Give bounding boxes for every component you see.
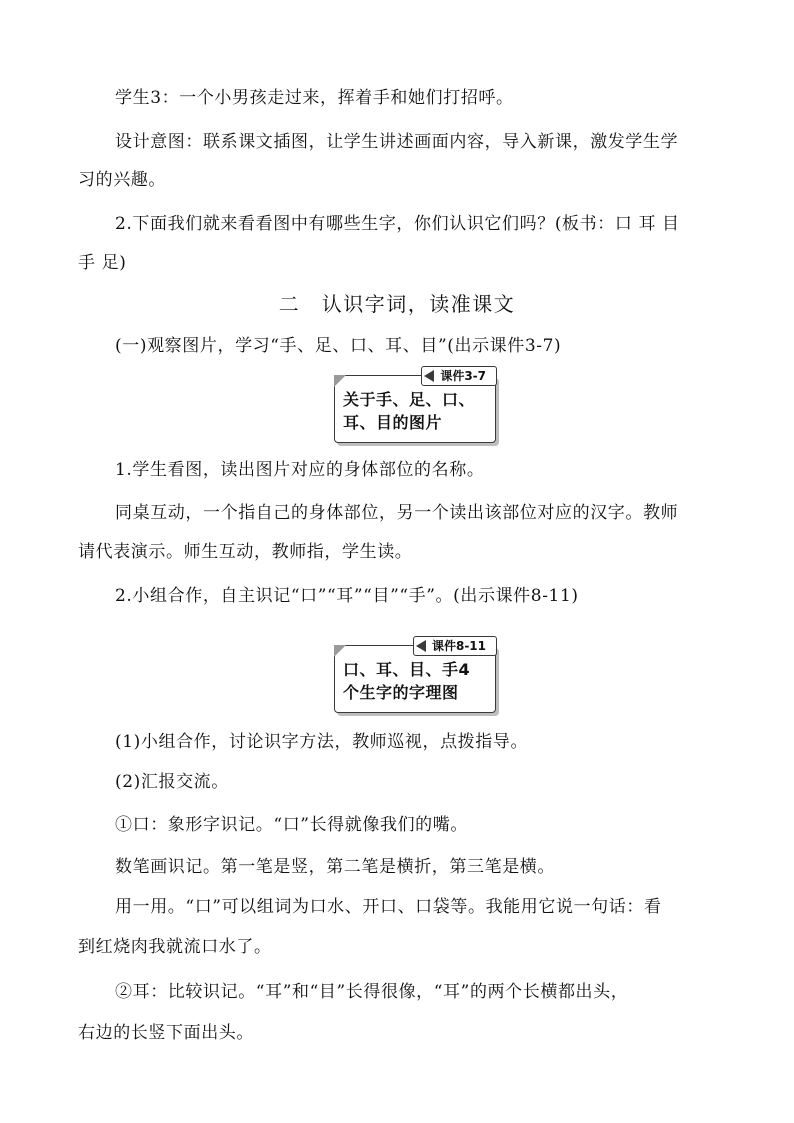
courseware-tab-1 [421,366,497,386]
paragraph-ear-line2: 右边的长竖下面出头。 [78,1023,254,1043]
paragraph-student3: 学生3：一个小男孩走过来，挥着手和她们打招呼。 [115,88,514,108]
courseware-line: 耳、目的图片 [343,413,443,432]
paragraph-substep2: (2)汇报交流。 [115,772,229,792]
paragraph-mouth: ①口：象形字识记。“口”长得就像我们的嘴。 [115,815,468,835]
paragraph-design-intent-line2: 习的兴趣。 [78,170,166,190]
courseware-tab-label: 课件8-11 [431,639,486,653]
courseware-card-2 [334,639,496,713]
courseware-description-2 [343,658,491,704]
paragraph-pair-activity-line1: 同桌互动，一个指自己的身体部位，另一个读出该部位对应的汉字。教师 [115,503,679,523]
paragraph-stroke-count: 数笔画识记。第一笔是竖，第二笔是横折，第三笔是横。 [115,857,555,877]
paragraph-usage-line1: 用一用。“口”可以组词为口水、开口、口袋等。我能用它说一句话：看 [115,897,662,917]
paragraph-substep1: (1)小组合作，讨论识字方法，教师巡视，点拨指导。 [115,732,529,752]
courseware-tab-label: 课件3-7 [440,369,486,383]
courseware-line: 个生字的字理图 [343,683,459,702]
card-corner-decoration [334,375,346,387]
paragraph-ear-line1: ②耳：比较识记。“耳”和“目”长得很像，“耳”的两个长横都出头， [115,982,629,1002]
courseware-card-1 [334,369,496,443]
tab-arrow-icon [416,640,426,652]
paragraph-group-work: 2.小组合作，自主识记“口”“耳”“目”“手”。(出示课件8-11) [115,586,579,606]
paragraph-step2-line2: 手 足) [78,253,127,273]
paragraph-usage-line2: 到红烧肉我就流口水了。 [78,937,272,957]
paragraph-step2-line1: 2.下面我们就来看看图中有哪些生字，你们认识它们吗？(板书：口 耳 目 [115,214,680,234]
paragraph-step1: 1.学生看图，读出图片对应的身体部位的名称。 [115,460,485,480]
courseware-line: 关于手、足、口、 [343,390,476,409]
paragraph-pair-activity-line2: 请代表演示。师生互动，教师指，学生读。 [78,542,413,562]
courseware-description-1 [343,388,491,434]
tab-arrow-icon [424,370,434,382]
courseware-tab-2 [413,636,497,656]
paragraph-design-intent-line1: 设计意图：联系课文插图，让学生讲述画面内容，导入新课，激发学生学 [115,132,679,152]
courseware-line: 口、耳、目、手4 [343,660,471,679]
card-corner-decoration [334,645,346,657]
paragraph-observe-pictures: (一)观察图片，学习“手、足、口、耳、目”(出示课件3-7) [115,336,562,356]
section-heading: 二 认识字词，读准课文 [278,292,516,316]
